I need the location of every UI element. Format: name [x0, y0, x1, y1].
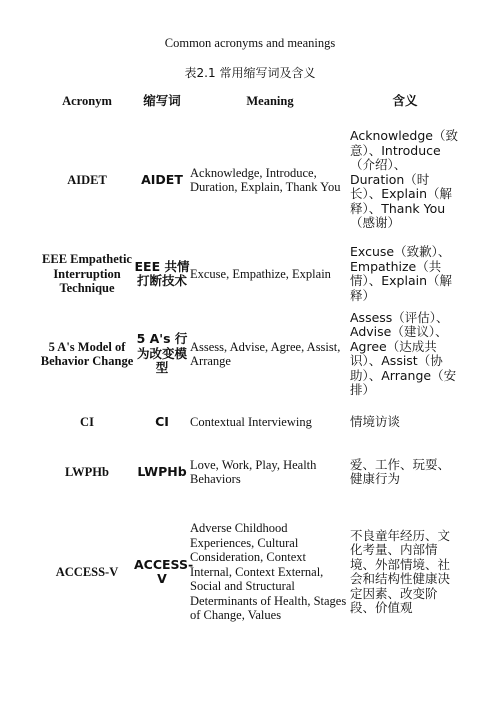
meaning-cell: Contextual Interviewing — [190, 414, 312, 429]
acronym-zh-cell: 5 A's 行为改变模型 — [136, 331, 188, 376]
meaning-zh-cell: Assess（评估）、Advise（建议）、Agree（达成共识）、Assist（协助）、Arrange（安排） — [350, 309, 457, 397]
header-row — [40, 86, 460, 116]
meaning-zh-cell: Acknowledge（致意）、Introduce（介绍）、Duration（时长）、Explain（解释）、Thank You（感谢） — [350, 128, 458, 231]
table-row — [40, 304, 460, 404]
acronyms-table — [40, 86, 460, 640]
page-title: Common acronyms and meanings — [164, 36, 336, 50]
acronym-zh-cell: LWPHb — [137, 463, 187, 479]
acronym-cell: 5 A's Model of Behavior Change — [40, 339, 134, 368]
meaning-zh-cell: 情境访谈 — [350, 413, 401, 429]
meaning-zh-cell: Excuse（致歉）、Empathize（共情）、Explain（解释） — [350, 244, 453, 303]
acronym-zh-cell: CI — [155, 413, 169, 429]
table-row — [40, 440, 460, 504]
table-row — [40, 116, 460, 244]
acronym-cell: CI — [80, 414, 94, 429]
acronym-zh-cell: AIDET — [141, 171, 183, 187]
header-meaning-zh: 含义 — [392, 92, 418, 108]
table-row — [40, 244, 460, 304]
acronym-cell: EEE Empathetic Interruption Technique — [42, 252, 132, 296]
acronym-zh-cell: ACCESS-V — [134, 556, 194, 586]
header-meaning: Meaning — [246, 93, 294, 108]
header-acronym: Acronym — [62, 93, 112, 108]
meaning-cell: Assess, Advise, Agree, Assist, Arrange — [190, 339, 341, 368]
table-row — [40, 504, 460, 640]
acronym-zh-cell: EEE 共情打断技术 — [134, 258, 190, 288]
acronym-cell: LWPHb — [64, 464, 109, 479]
meaning-cell: Excuse, Empathize, Explain — [190, 266, 331, 281]
acronym-cell: ACCESS-V — [55, 564, 119, 579]
meaning-cell: Love, Work, Play, Health Behaviors — [190, 457, 317, 486]
header-acronym-zh: 缩写词 — [143, 92, 181, 108]
meaning-zh-cell: 不良童年经历、文化考量、内部情境、外部情境、社会和结构性健康决定因素、改变阶段、价值观 — [350, 527, 451, 615]
meaning-zh-cell: 爱、工作、玩耍、健康行为 — [350, 456, 451, 486]
meaning-cell: Adverse Childhood Experiences, Cultural Consideration, Context Internal, Context External, Social and Structural Determinants of Health, Stages of Change, Values — [190, 521, 347, 623]
acronym-cell: AIDET — [67, 172, 107, 187]
meaning-cell: Acknowledge, Introduce, Duration, Explain, Thank You — [190, 165, 341, 194]
table-row — [40, 404, 460, 440]
table-caption: 表2.1 常用缩写词及含义 — [184, 66, 316, 80]
